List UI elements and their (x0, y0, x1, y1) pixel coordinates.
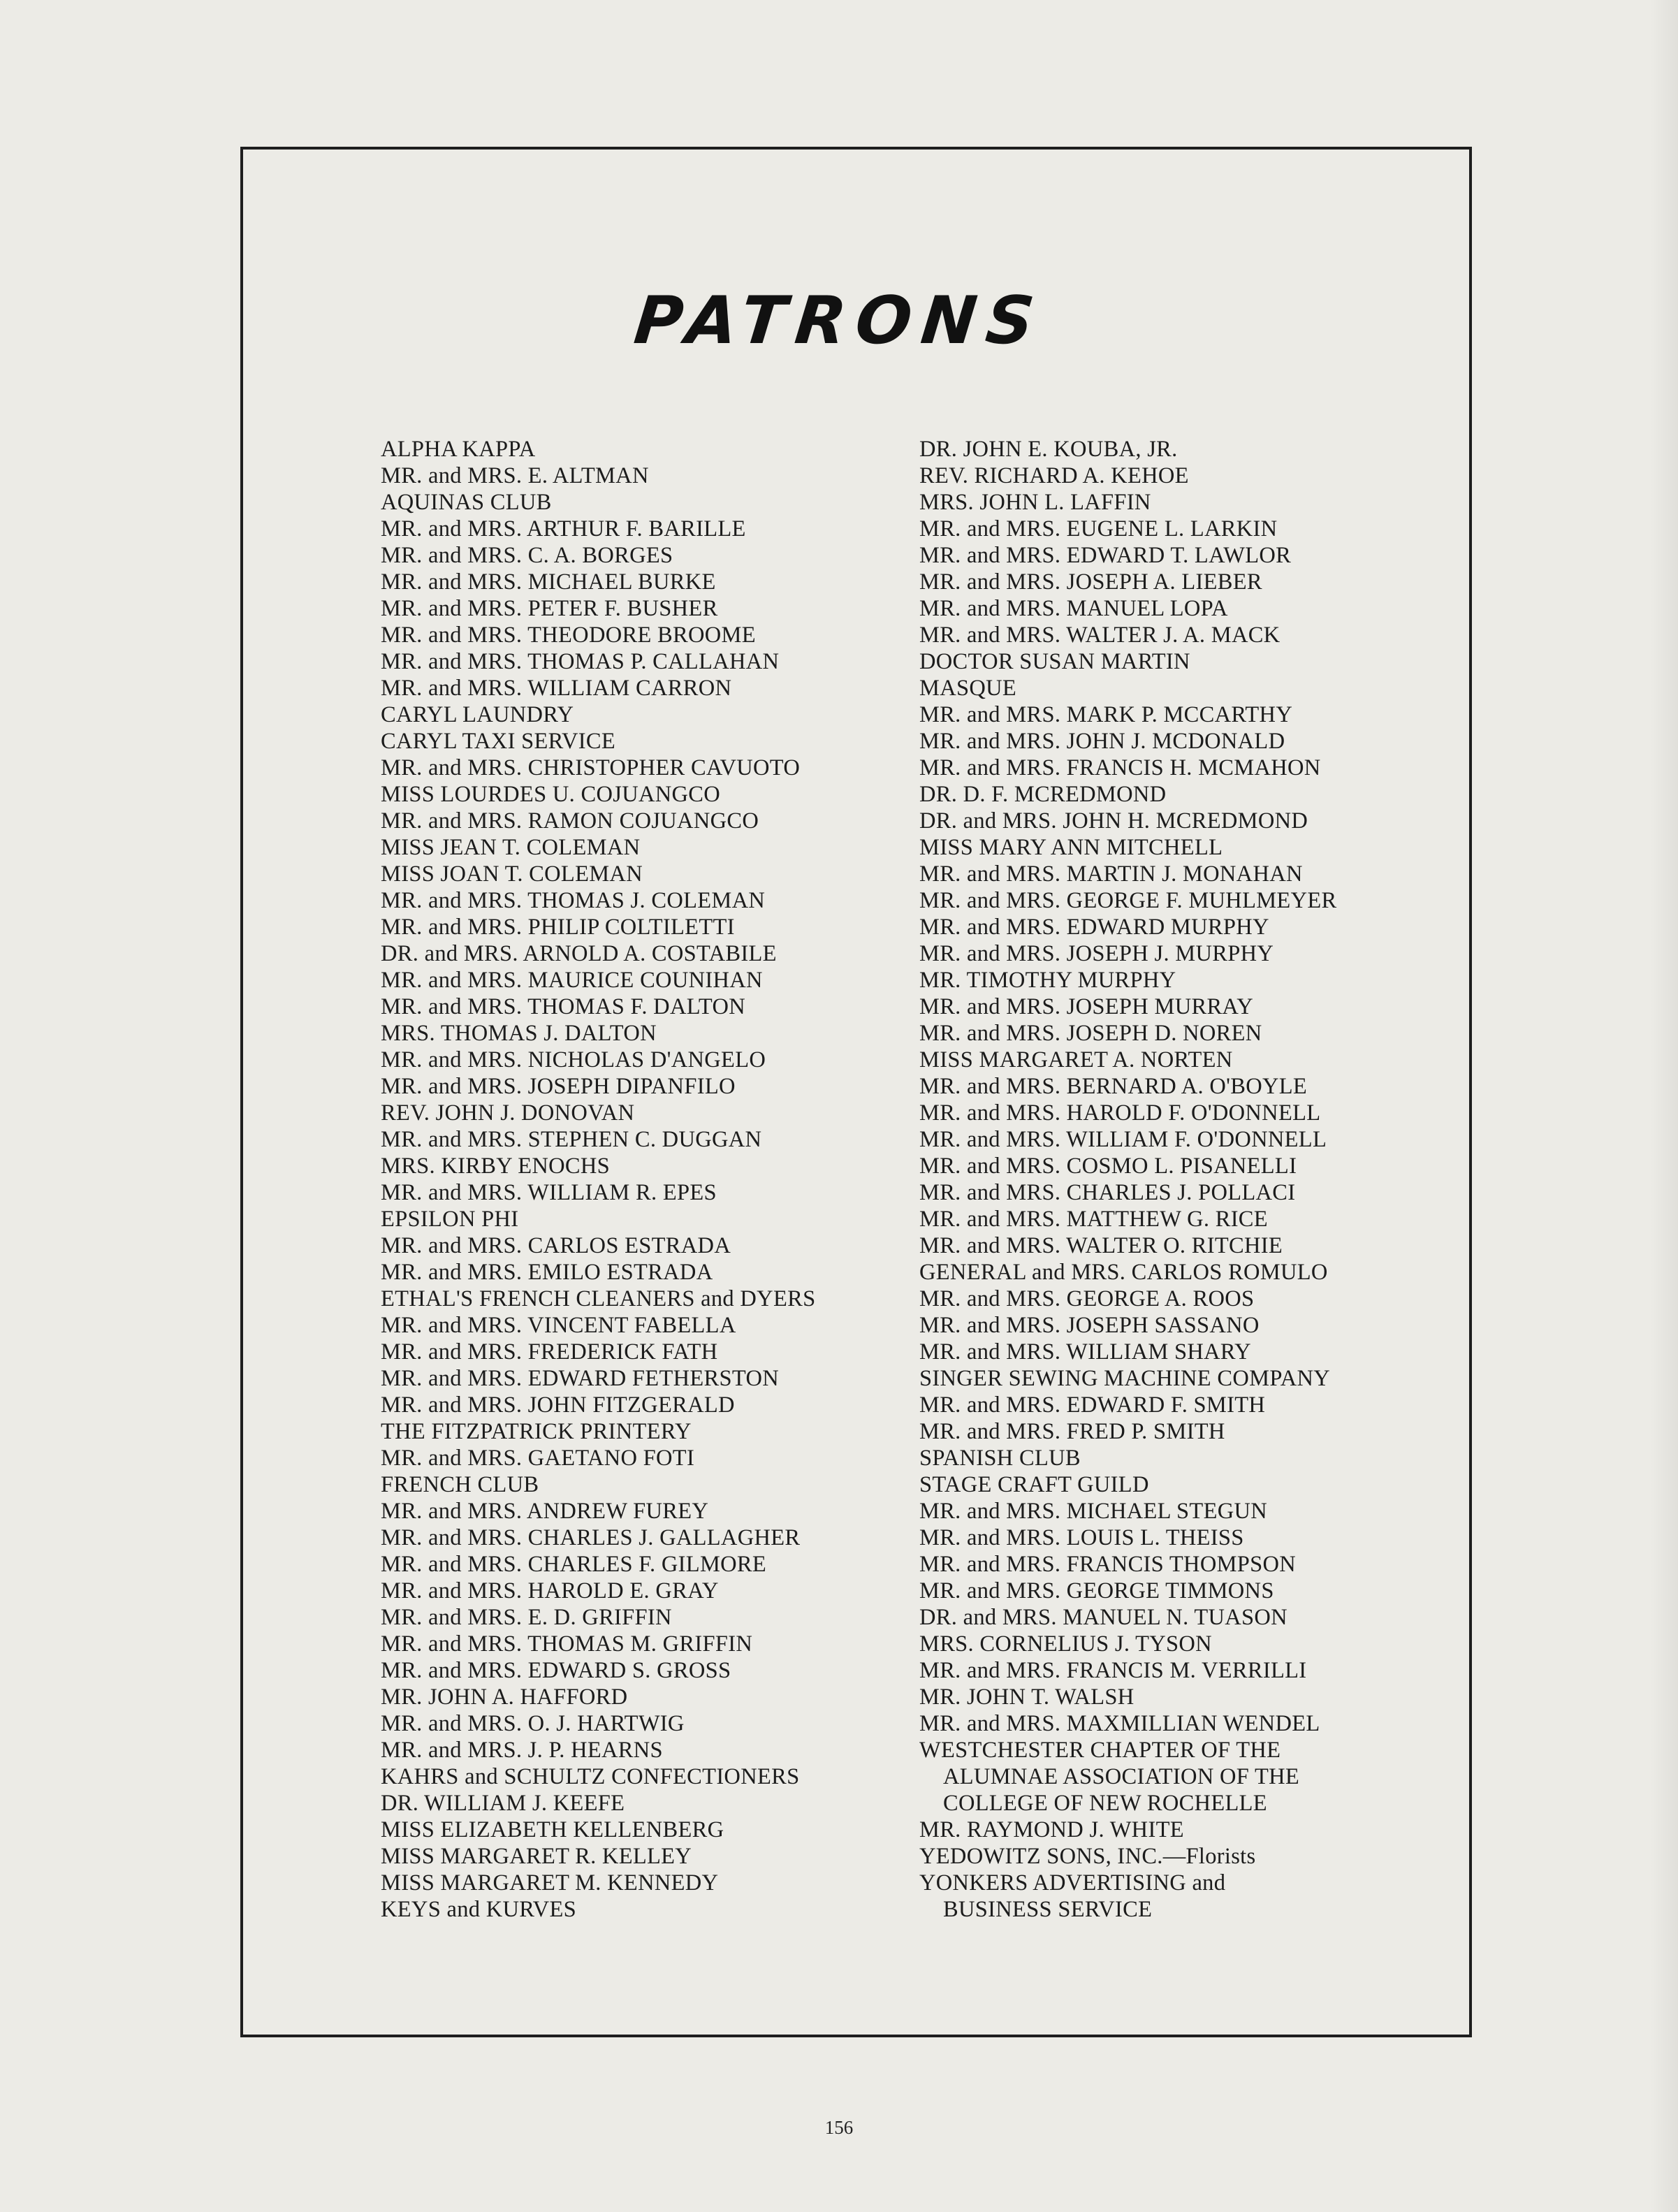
patron-entry-line: MR. and MRS. JOSEPH DIPANFILO (381, 1074, 736, 1099)
patron-entry-line: MR. and MRS. CHARLES J. POLLACI (919, 1180, 1296, 1205)
patron-entry-line: MISS MARY ANN MITCHELL (919, 835, 1223, 860)
patron-entry (381, 834, 884, 861)
patron-entry (919, 1843, 1422, 1870)
patron-entry (381, 648, 884, 675)
patron-entry-line: MR. and MRS. EDWARD T. LAWLOR (919, 543, 1292, 568)
patron-entry (381, 1843, 884, 1870)
patron-entry (919, 675, 1422, 701)
patron-entry (919, 1737, 1422, 1817)
patron-entry (381, 1578, 884, 1604)
patron-entry-line: MR. and MRS. E. ALTMAN (381, 463, 649, 488)
patron-entry-line: MR. and MRS. MICHAEL STEGUN (919, 1499, 1268, 1524)
patron-entry-line: MRS. JOHN L. LAFFIN (919, 490, 1151, 515)
patron-entry (919, 1179, 1422, 1206)
patron-entry-line: MR. and MRS. FRANCIS H. MCMAHON (919, 755, 1321, 780)
patron-entry-line: SPANISH CLUB (919, 1446, 1081, 1471)
patron-entry (919, 622, 1422, 648)
patron-entry-line: MASQUE (919, 676, 1017, 701)
patron-entry-line: MR. and MRS. THOMAS P. CALLAHAN (381, 649, 780, 674)
patron-entry-line: STAGE CRAFT GUILD (919, 1472, 1149, 1497)
patron-entry (381, 1047, 884, 1073)
patron-entry (919, 1312, 1422, 1339)
patron-entry (919, 1259, 1422, 1286)
patron-entry-line: MR. and MRS. BERNARD A. O'BOYLE (919, 1074, 1308, 1099)
patron-entry (381, 755, 884, 781)
patron-entry-line: DR. D. F. MCREDMOND (919, 782, 1167, 807)
patron-entry (381, 1259, 884, 1286)
patron-entry (919, 1870, 1422, 1923)
patron-entry (381, 1339, 884, 1365)
patron-entry (381, 728, 884, 755)
patron-entry (919, 1817, 1422, 1843)
patron-entry (381, 1206, 884, 1232)
patron-entry-line: MR. JOHN A. HAFFORD (381, 1685, 628, 1710)
patron-entry-line: MR. and MRS. ARTHUR F. BARILLE (381, 516, 746, 541)
patron-entry-line: MR. and MRS. COSMO L. PISANELLI (919, 1154, 1297, 1179)
patron-entry (381, 1471, 884, 1498)
patron-entry (919, 887, 1422, 914)
patron-entry (919, 834, 1422, 861)
patron-entry-line: KAHRS and SCHULTZ CONFECTIONERS (381, 1764, 800, 1789)
patron-entry-line: MR. and MRS. GEORGE A. ROOS (919, 1286, 1255, 1311)
patron-entry-line: AQUINAS CLUB (381, 490, 552, 515)
patron-entry-line: MISS MARGARET A. NORTEN (919, 1047, 1233, 1072)
patron-entry-line: MR. and MRS. GEORGE TIMMONS (919, 1578, 1274, 1603)
patron-entry (381, 1763, 884, 1790)
patron-entry (381, 1551, 884, 1578)
patron-entry-line: KEYS and KURVES (381, 1897, 576, 1922)
patron-entry-line: MISS LOURDES U. COJUANGCO (381, 782, 721, 807)
patron-entry (919, 940, 1422, 967)
patron-entry (919, 648, 1422, 675)
patron-entry (919, 1418, 1422, 1445)
patron-entry (919, 1339, 1422, 1365)
patron-entry-line: MR. and MRS. CHARLES J. GALLAGHER (381, 1525, 801, 1550)
patron-entry-line: DR. JOHN E. KOUBA, JR. (919, 437, 1178, 462)
patron-entry-line: MR. and MRS. C. A. BORGES (381, 543, 673, 568)
patron-entry-line: MRS. KIRBY ENOCHS (381, 1154, 611, 1179)
patron-entry-line: EPSILON PHI (381, 1207, 519, 1232)
patron-entry-line: MR. and MRS. GAETANO FOTI (381, 1446, 695, 1471)
patron-entry-line: MR. and MRS. JOSEPH D. NOREN (919, 1021, 1262, 1046)
patron-entry (919, 1684, 1422, 1710)
patron-entry-line: MR. RAYMOND J. WHITE (919, 1817, 1184, 1842)
patron-entry (381, 781, 884, 808)
patron-entry (381, 914, 884, 940)
patron-entry-line: MR. and MRS. J. P. HEARNS (381, 1738, 663, 1763)
patron-entry (381, 1020, 884, 1047)
patron-entry (919, 1551, 1422, 1578)
patron-entry-line: MISS JEAN T. COLEMAN (381, 835, 641, 860)
patron-entry (919, 1100, 1422, 1126)
patron-entry-line: MISS MARGARET R. KELLEY (381, 1844, 692, 1869)
patron-entry (381, 1817, 884, 1843)
patron-entry (381, 1153, 884, 1179)
patron-entry (381, 516, 884, 542)
patron-entry-continuation: BUSINESS SERVICE (943, 1897, 1153, 1922)
patron-entry-line: MR. and MRS. EMILO ESTRADA (381, 1260, 713, 1285)
patron-entry-line: MR. and MRS. MATTHEW G. RICE (919, 1207, 1268, 1232)
patron-entry (381, 1870, 884, 1896)
patron-entry-line: MR. and MRS. LOUIS L. THEISS (919, 1525, 1244, 1550)
patron-entry (919, 1498, 1422, 1525)
patron-entry-line: DR. and MRS. JOHN H. MCREDMOND (919, 808, 1308, 834)
patron-entry-line: MR. and MRS. ANDREW FUREY (381, 1499, 709, 1524)
patron-entry (919, 1657, 1422, 1684)
patron-entry-line: MR. and MRS. CHRISTOPHER CAVUOTO (381, 755, 801, 780)
patron-entry-line: MR. and MRS. O. J. HARTWIG (381, 1711, 685, 1736)
patron-entry (919, 728, 1422, 755)
patron-entry-line: MR. and MRS. JOHN FITZGERALD (381, 1392, 735, 1418)
patron-entry-line: MR. and MRS. JOSEPH MURRAY (919, 994, 1253, 1019)
patron-entry (919, 781, 1422, 808)
patron-entry-line: MR. and MRS. FREDERICK FATH (381, 1339, 718, 1365)
patron-entry (919, 1206, 1422, 1232)
page-number: 156 (824, 2117, 854, 2138)
patron-entry-line: THE FITZPATRICK PRINTERY (381, 1419, 692, 1444)
patron-entry (919, 994, 1422, 1020)
patron-entry (919, 1286, 1422, 1312)
patron-entry (381, 1790, 884, 1817)
patron-entry (919, 516, 1422, 542)
patron-entry-line: MR. and MRS. MARK P. MCCARTHY (919, 702, 1293, 727)
patron-entry-line: MR. and MRS. WILLIAM CARRON (381, 676, 732, 701)
patron-entry-line: MRS. CORNELIUS J. TYSON (919, 1631, 1212, 1657)
patron-entry-line: DR. and MRS. MANUEL N. TUASON (919, 1605, 1287, 1630)
patron-entry-line: MR. and MRS. JOSEPH SASSANO (919, 1313, 1260, 1338)
patron-entry (381, 1604, 884, 1631)
patron-entry (919, 701, 1422, 728)
patron-entry (919, 436, 1422, 463)
patron-entry-line: MR. and MRS. WILLIAM F. O'DONNELL (919, 1127, 1327, 1152)
patron-entry-line: MR. and MRS. EDWARD FETHERSTON (381, 1366, 779, 1391)
patron-entry (381, 569, 884, 595)
patron-entry-continuation: ALUMNAE ASSOCIATION OF THE (943, 1764, 1300, 1789)
patron-entry-line: MR. and MRS. FRANCIS M. VERRILLI (919, 1658, 1307, 1683)
patrons-list-right-column (919, 436, 1422, 1923)
patron-entry-line: MR. and MRS. HAROLD F. O'DONNELL (919, 1100, 1321, 1126)
patron-entry (919, 1445, 1422, 1471)
patron-entry (919, 595, 1422, 622)
patron-entry-line: ALPHA KAPPA (381, 437, 536, 462)
patron-entry (381, 489, 884, 516)
patron-entry-line: REV. RICHARD A. KEHOE (919, 463, 1189, 488)
patron-entry-line: WESTCHESTER CHAPTER OF THE (919, 1738, 1281, 1763)
patron-entry-line: MR. and MRS. EDWARD F. SMITH (919, 1392, 1266, 1418)
patron-entry (919, 569, 1422, 595)
patron-entry-line: MR. and MRS. VINCENT FABELLA (381, 1313, 736, 1338)
patron-entry (919, 755, 1422, 781)
patron-entry (381, 1498, 884, 1525)
patron-entry (919, 1471, 1422, 1498)
patron-entry-line: MR. and MRS. JOHN J. MCDONALD (919, 729, 1285, 754)
patron-entry (381, 436, 884, 463)
patron-entry (381, 1312, 884, 1339)
patron-entry (919, 861, 1422, 887)
patron-entry-line: DOCTOR SUSAN MARTIN (919, 649, 1190, 674)
patron-entry (381, 1896, 884, 1923)
patron-entry-line: CARYL TAXI SERVICE (381, 729, 616, 754)
patron-entry-line: MR. and MRS. THOMAS M. GRIFFIN (381, 1631, 753, 1657)
page-title: PATRONS (630, 283, 1048, 359)
patron-entry (381, 1525, 884, 1551)
patron-entry (381, 1179, 884, 1206)
patron-entry (381, 1100, 884, 1126)
patron-entry (381, 1232, 884, 1259)
patron-entry-line: REV. JOHN J. DONOVAN (381, 1100, 635, 1126)
patron-entry-line: DR. and MRS. ARNOLD A. COSTABILE (381, 941, 777, 966)
patron-entry-line: MR. TIMOTHY MURPHY (919, 968, 1176, 993)
patron-entry (919, 542, 1422, 569)
patron-entry (381, 1445, 884, 1471)
patron-entry (919, 967, 1422, 994)
patron-entry-line: CARYL LAUNDRY (381, 702, 574, 727)
patron-entry (381, 622, 884, 648)
patron-entry (919, 1365, 1422, 1392)
patron-entry (919, 489, 1422, 516)
patron-entry (381, 1126, 884, 1153)
patron-entry-line: MR. and MRS. STEPHEN C. DUGGAN (381, 1127, 762, 1152)
patron-entry (381, 861, 884, 887)
patron-entry-line: YONKERS ADVERTISING and (919, 1870, 1226, 1896)
patron-entry (919, 808, 1422, 834)
patron-entry (381, 1365, 884, 1392)
patron-entry-line: MR. and MRS. FRED P. SMITH (919, 1419, 1225, 1444)
patron-entry-line: MR. and MRS. JOSEPH J. MURPHY (919, 941, 1274, 966)
patron-entry (381, 1684, 884, 1710)
patron-entry-line: MR. JOHN T. WALSH (919, 1685, 1135, 1710)
patron-entry-line: MR. and MRS. CARLOS ESTRADA (381, 1233, 731, 1258)
patron-entry-line: MISS JOAN T. COLEMAN (381, 861, 643, 887)
patron-entry-line: MR. and MRS. MICHAEL BURKE (381, 569, 716, 595)
patron-entry-line: MR. and MRS. WALTER O. RITCHIE (919, 1233, 1283, 1258)
patron-entry (919, 1631, 1422, 1657)
patron-entry (381, 1073, 884, 1100)
patron-entry-line: MR. and MRS. WILLIAM R. EPES (381, 1180, 717, 1205)
patron-entry (919, 1392, 1422, 1418)
patron-entry (381, 808, 884, 834)
patron-entry (919, 1073, 1422, 1100)
patron-entry-line: MR. and MRS. FRANCIS THOMPSON (919, 1552, 1297, 1577)
patron-entry-line: MR. and MRS. EDWARD MURPHY (919, 915, 1269, 940)
patron-entry-line: ETHAL'S FRENCH CLEANERS and DYERS (381, 1286, 816, 1311)
patron-entry (381, 1392, 884, 1418)
patron-entry-line: MR. and MRS. E. D. GRIFFIN (381, 1605, 672, 1630)
patron-entry-line: MR. and MRS. NICHOLAS D'ANGELO (381, 1047, 766, 1072)
patron-entry-line: MR. and MRS. PETER F. BUSHER (381, 596, 718, 621)
patron-entry (919, 1126, 1422, 1153)
patron-entry (381, 675, 884, 701)
patron-entry-line: FRENCH CLUB (381, 1472, 539, 1497)
patron-entry (381, 967, 884, 994)
patron-entry (381, 1286, 884, 1312)
patron-entry-line: MRS. THOMAS J. DALTON (381, 1021, 657, 1046)
patron-entry (919, 914, 1422, 940)
patron-entry (381, 1631, 884, 1657)
patron-entry (381, 1710, 884, 1737)
patron-entry-line: MR. and MRS. THOMAS J. COLEMAN (381, 888, 766, 913)
patron-entry-line: YEDOWITZ SONS, INC.—Florists (919, 1844, 1256, 1869)
patron-entry-line: SINGER SEWING MACHINE COMPANY (919, 1366, 1331, 1391)
patron-entry-line: GENERAL and MRS. CARLOS ROMULO (919, 1260, 1328, 1285)
patron-entry-line: MISS ELIZABETH KELLENBERG (381, 1817, 724, 1842)
patron-entry-continuation: COLLEGE OF NEW ROCHELLE (943, 1791, 1267, 1816)
patron-entry-line: MR. and MRS. WALTER J. A. MACK (919, 623, 1281, 648)
patron-entry-line: MR. and MRS. CHARLES F. GILMORE (381, 1552, 767, 1577)
patron-entry-line: MR. and MRS. GEORGE F. MUHLMEYER (919, 888, 1337, 913)
patron-entry (381, 595, 884, 622)
patron-entry (919, 1525, 1422, 1551)
patron-entry-line: MR. and MRS. THOMAS F. DALTON (381, 994, 745, 1019)
patron-entry-line: MR. and MRS. MARTIN J. MONAHAN (919, 861, 1303, 887)
patron-entry-line: MR. and MRS. HAROLD E. GRAY (381, 1578, 719, 1603)
patron-entry-line: MR. and MRS. MAURICE COUNIHAN (381, 968, 763, 993)
patron-entry (919, 1020, 1422, 1047)
patron-entry-line: MR. and MRS. RAMON COJUANGCO (381, 808, 759, 834)
patron-entry-line: MR. and MRS. PHILIP COLTILETTI (381, 915, 735, 940)
patron-entry (381, 542, 884, 569)
patron-entry (919, 1578, 1422, 1604)
patron-entry-line: MR. and MRS. WILLIAM SHARY (919, 1339, 1251, 1365)
patron-entry (381, 701, 884, 728)
patron-entry (919, 1604, 1422, 1631)
patron-entry (919, 1153, 1422, 1179)
patron-entry-line: MR. and MRS. EUGENE L. LARKIN (919, 516, 1278, 541)
patron-entry (919, 463, 1422, 489)
patron-entry-line: DR. WILLIAM J. KEEFE (381, 1791, 625, 1816)
patron-entry (381, 1657, 884, 1684)
patron-entry-line: MR. and MRS. MANUEL LOPA (919, 596, 1228, 621)
patron-entry (381, 1418, 884, 1445)
patron-entry (381, 940, 884, 967)
patron-entry-line: MR. and MRS. MAXMILLIAN WENDEL (919, 1711, 1320, 1736)
patron-entry-line: MR. and MRS. EDWARD S. GROSS (381, 1658, 731, 1683)
patron-entry (381, 994, 884, 1020)
patron-entry (919, 1232, 1422, 1259)
patron-entry (381, 1737, 884, 1763)
patron-entry (381, 463, 884, 489)
patron-entry (919, 1710, 1422, 1737)
patrons-list-left-column (381, 436, 884, 1923)
patron-entry-line: MISS MARGARET M. KENNEDY (381, 1870, 719, 1896)
patron-entry-line: MR. and MRS. JOSEPH A. LIEBER (919, 569, 1262, 595)
patron-entry-line: MR. and MRS. THEODORE BROOME (381, 623, 756, 648)
patron-entry (919, 1047, 1422, 1073)
patron-entry (381, 887, 884, 914)
